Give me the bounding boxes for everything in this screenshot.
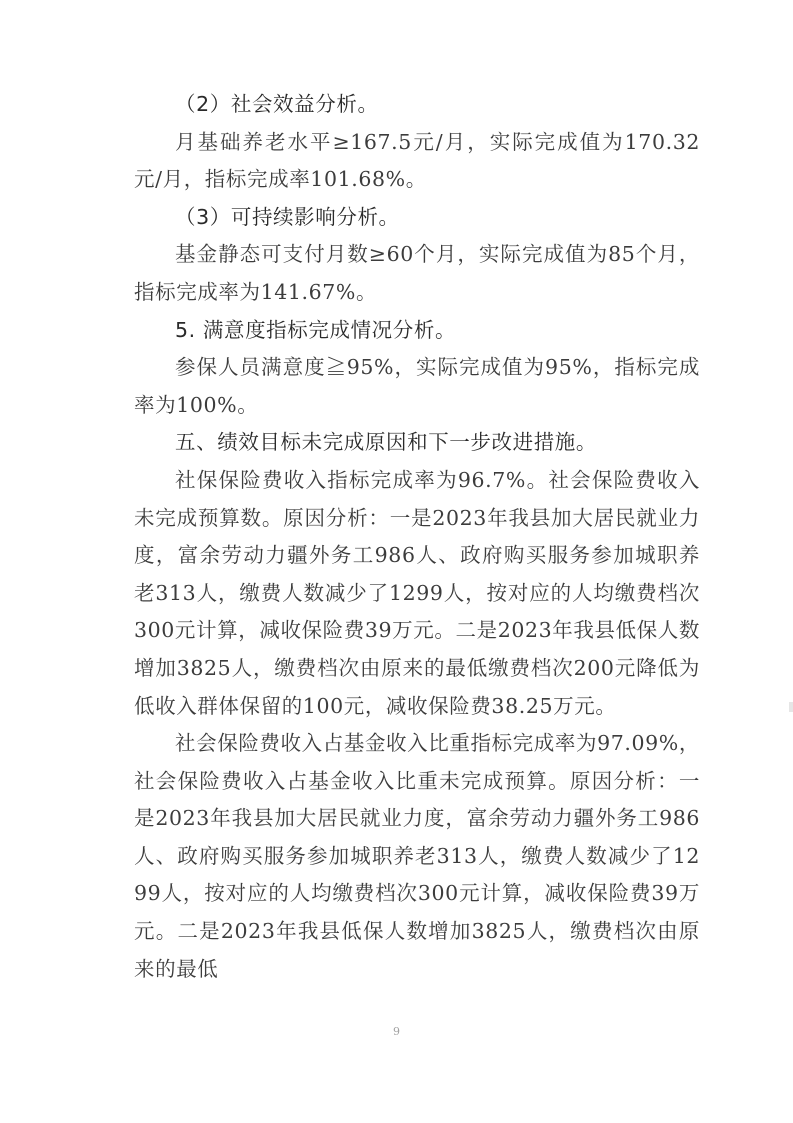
paragraph-satisfaction: 参保人员满意度≧95%，实际完成值为95%，指标完成率为100%。 <box>134 355 700 417</box>
heading-satisfaction: 5. 满意度指标完成情况分析。 <box>175 317 457 342</box>
document-body <box>134 86 700 988</box>
scan-edge-mark <box>789 702 793 712</box>
heading-sustainability: （3）可持续影响分析。 <box>175 204 400 229</box>
paragraph-premium-share: 社会保险费收入占基金收入比重指标完成率为97.09%，社会保险费收入占基金收入比重未完成预算。原因分析：一是2023年我县加大居民就业力度，富余劳动力疆外务工986人、政府购买服务参加城职养老313人，缴费人数减少了1299人，按对应的人均缴费档次300元计算，减收保险费39万元。二是2023年我县低保人数增加3825人，缴费档次由原来的最低 <box>134 731 700 981</box>
paragraph-fund-months: 基金静态可支付月数≥60个月，实际完成值为85个月，指标完成率为141.67%。 <box>134 242 700 304</box>
heading-reasons-improvements: 五、绩效目标未完成原因和下一步改进措施。 <box>175 430 597 455</box>
paragraph-pension-level: 月基础养老水平≥167.5元/月，实际完成值为170.32元/月，指标完成率101.68%。 <box>134 129 700 192</box>
heading-social-benefit: （2）社会效益分析。 <box>175 92 379 116</box>
paragraph-premium-income: 社保保险费收入指标完成率为96.7%。社会保险费收入未完成预算数。原因分析：一是2023年我县加大居民就业力度，富余劳动力疆外务工986人、政府购买服务参加城职养老313人，缴费人数减少了1299人，按对应的人均缴费档次300元计算，减收保险费39万元。二是2023年我县低保人数增加3825人，缴费档次由原来的最低缴费档次200元降低为低收入群体保留的100元，减收保险费38.25万元。 <box>134 467 700 718</box>
page-number: 9 <box>393 1025 400 1038</box>
